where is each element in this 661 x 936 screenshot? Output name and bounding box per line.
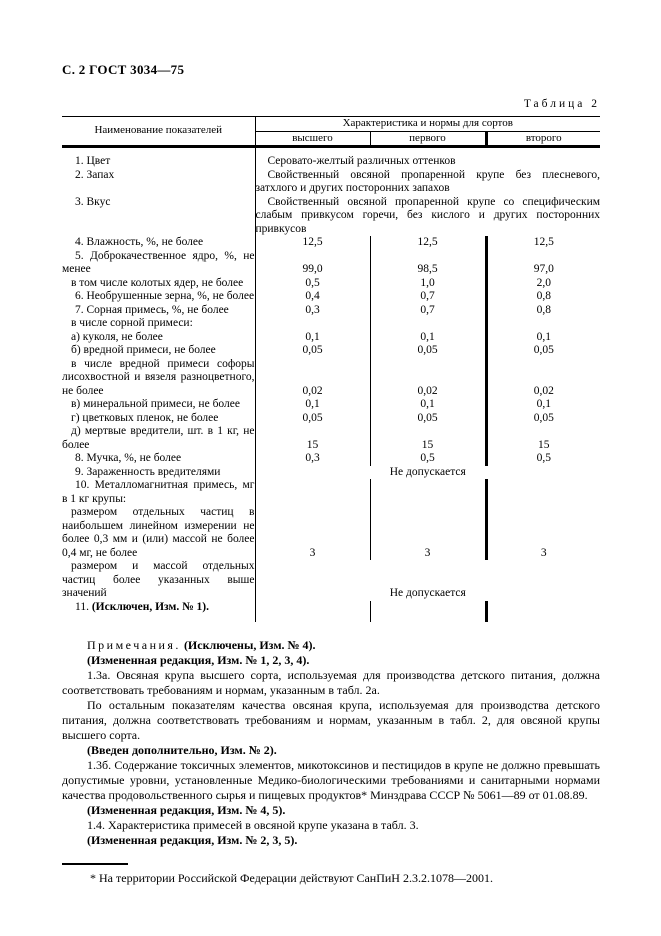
row-label: 7. Сорная примесь, %, не более [62,304,255,318]
row-value: 0,05 [370,412,486,426]
row-label: 9. Зараженность вредителями [62,466,255,480]
row-label: 3. Вкус [62,196,255,237]
table-row [62,466,600,480]
row-value: 15 [370,425,486,452]
table-row [62,601,600,623]
row-value: 15 [538,438,550,451]
row-value [486,317,600,331]
amendment-line-3: (Измененная редакция, Изм. № 4, 5). [87,803,286,817]
row-value: 0,5 [370,452,486,466]
table-row [62,560,600,601]
row-label: б) вредной примеси, не более [62,344,255,358]
row-label: д) мертвые вредители, шт. в 1 кг, не более [62,425,255,451]
clause-1-3a-continued: По остальным показателям качества овсяная крупа, используемая для производства детского питания, должна соответствовать требованиям и нормам, указанным в табл. 2, для овсяной крупы высшего сорта. [62,698,600,742]
row-value: 0,4 [255,290,370,304]
row-value [370,601,486,623]
row-value: 0,7 [370,290,486,304]
row-span-value: Не допускается [389,587,466,599]
row-label: в том числе колотых ядер, не более [62,277,255,291]
footnote [62,863,600,886]
column-header-first-grade: первого [370,131,486,147]
row-label: 10. Металломагнитная примесь, мг в 1 кг крупы: [62,479,255,505]
row-value: 0,8 [536,290,551,302]
row-label: 8. Мучка, %, не более [62,452,255,466]
row-label-excluded: (Исключен, Изм. № 1). [91,600,209,613]
row-label [62,601,255,623]
column-header-highest-grade: высшего [255,131,370,147]
row-label: в) минеральной примеси, не более [62,398,255,412]
row-value: 0,05 [370,344,486,358]
table-row [62,236,600,250]
row-value: 0,3 [255,452,370,466]
row-value: 0,8 [536,303,551,316]
row-value [255,317,370,331]
row-value [255,601,370,623]
footnote-text: * На территории Российской Федерации действуют СанПиН 2.3.2.1078—2001. [90,871,493,885]
row-label: 1. Цвет [62,147,255,169]
row-value: 0,05 [255,344,370,358]
row-value: 0,1 [370,398,486,412]
table-row [62,425,600,452]
notes-label: Примечания. [87,638,181,652]
table-row [62,250,600,277]
row-value [370,479,486,506]
row-label: в числе сорной примеси: [62,317,255,331]
column-header-indicators: Наименование показателей [62,117,255,147]
amendment-line-1: (Измененная редакция, Изм. № 1, 2, 3, 4). [87,653,310,667]
row-label: 6. Необрушенные зерна, %, не более [62,290,255,304]
clause-1-3b: 1.3б. Содержание токсичных элементов, микотоксинов и пестицидов в крупе не должно превышать допустимые уровни, установленные Медико-биологическими требованиями и санитарными нормами качества продовольственного сырья и пищевых продуктов* Минздрава СССР № 5061—89 от 01.08.89. [62,758,600,802]
row-span-value: Свойственный овсяной пропаренной крупе со специфическим слабым привкусом горечи, без кислого и других посторонних привкусов [255,195,601,235]
table-row [62,412,600,426]
row-value: 3 [370,506,486,560]
row-label: 5. Доброкачественное ядро, %, не менее [62,249,255,275]
row-value: 0,05 [255,412,370,426]
row-value [370,317,486,331]
row-value: 3 [540,546,547,559]
row-value [486,479,600,506]
row-value: 0,05 [533,411,554,424]
row-value: 0,02 [255,358,370,399]
row-label: а) куколя, не более [62,331,255,345]
row-value: 98,5 [370,250,486,277]
row-value: 0,5 [536,452,551,464]
row-label: г) цветковых пленок, не более [62,412,255,426]
table-row [62,304,600,318]
table-row [62,277,600,291]
row-label: размером отдельных частиц в наибольшем линейном измерении не более 0,3 мм и (или) массой не более 0,4 мг, не более [62,506,255,559]
table-row [62,290,600,304]
amendment-line-2: (Введен дополнительно, Изм. № 2). [87,743,277,757]
row-value: 0,05 [533,344,554,356]
quality-norms-table [62,116,600,622]
row-value: 1,0 [370,277,486,291]
row-value: 0,02 [370,358,486,399]
row-label: 4. Влажность, %, не более [62,236,255,250]
table-row [62,147,600,169]
row-label-number: 11. [75,600,92,613]
row-value: 0,1 [536,398,551,410]
row-span-value: Не допускается [389,465,466,478]
column-header-second-grade: второго [486,131,600,147]
table-row [62,317,600,331]
row-value [486,601,600,623]
table-row [62,331,600,345]
amendment-line-4: (Измененная редакция, Изм. № 2, 3, 5). [87,833,298,847]
table-row [62,344,600,358]
table-row [62,479,600,506]
row-value: 2,0 [536,276,551,289]
row-label: 2. Запах [62,169,255,196]
row-value: 12,5 [255,236,370,250]
row-span-value: Серовато-желтый различных оттенков [267,155,456,167]
table-row [62,169,600,196]
row-value: 0,1 [255,331,370,345]
row-value: 0,3 [255,304,370,318]
row-value: 12,5 [370,236,486,250]
clause-1-3a: 1.3а. Овсяная крупа высшего сорта, используемая для производства детского питания, должна соответствовать требованиям и нормам, указанным в табл. 2а. [62,668,600,697]
row-value: 12,5 [533,236,554,248]
row-value: 0,5 [255,277,370,291]
row-value: 3 [255,506,370,560]
footnote-rule [62,863,128,865]
row-value: 0,1 [255,398,370,412]
row-value: 15 [255,425,370,452]
notes-line [62,638,600,653]
table-header-row [62,117,600,132]
column-header-group: Характеристика и нормы для сортов [255,117,600,132]
row-label: размером и массой отдельных частиц более указанных выше значений [62,560,255,599]
row-value: 0,02 [533,384,554,397]
table-caption: Таблица 2 [523,98,600,110]
table-row [62,452,600,466]
row-label: в числе вредной примеси софоры лисохвостной и вязеля разноцветного, не более [62,357,255,397]
notes-excluded-text: (Исключены, Изм. № 4). [183,638,316,652]
table-row [62,196,600,237]
row-value: 99,0 [255,250,370,277]
table-row [62,358,600,399]
row-value: 0,1 [536,330,551,343]
row-value: 0,1 [370,331,486,345]
row-span-value: Свойственный овсяной пропаренной крупе без плесневого, затхлого и других посторонних запахов [255,168,601,194]
clause-1-4: 1.4. Характеристика примесей в овсяной крупе указана в табл. 3. [87,818,419,832]
page-header: С. 2 ГОСТ 3034—75 [62,62,185,77]
row-value [255,479,370,506]
row-value: 97,0 [533,263,554,275]
table-row [62,398,600,412]
after-table-text [62,638,600,848]
table-row [62,506,600,560]
row-value: 0,7 [370,304,486,318]
